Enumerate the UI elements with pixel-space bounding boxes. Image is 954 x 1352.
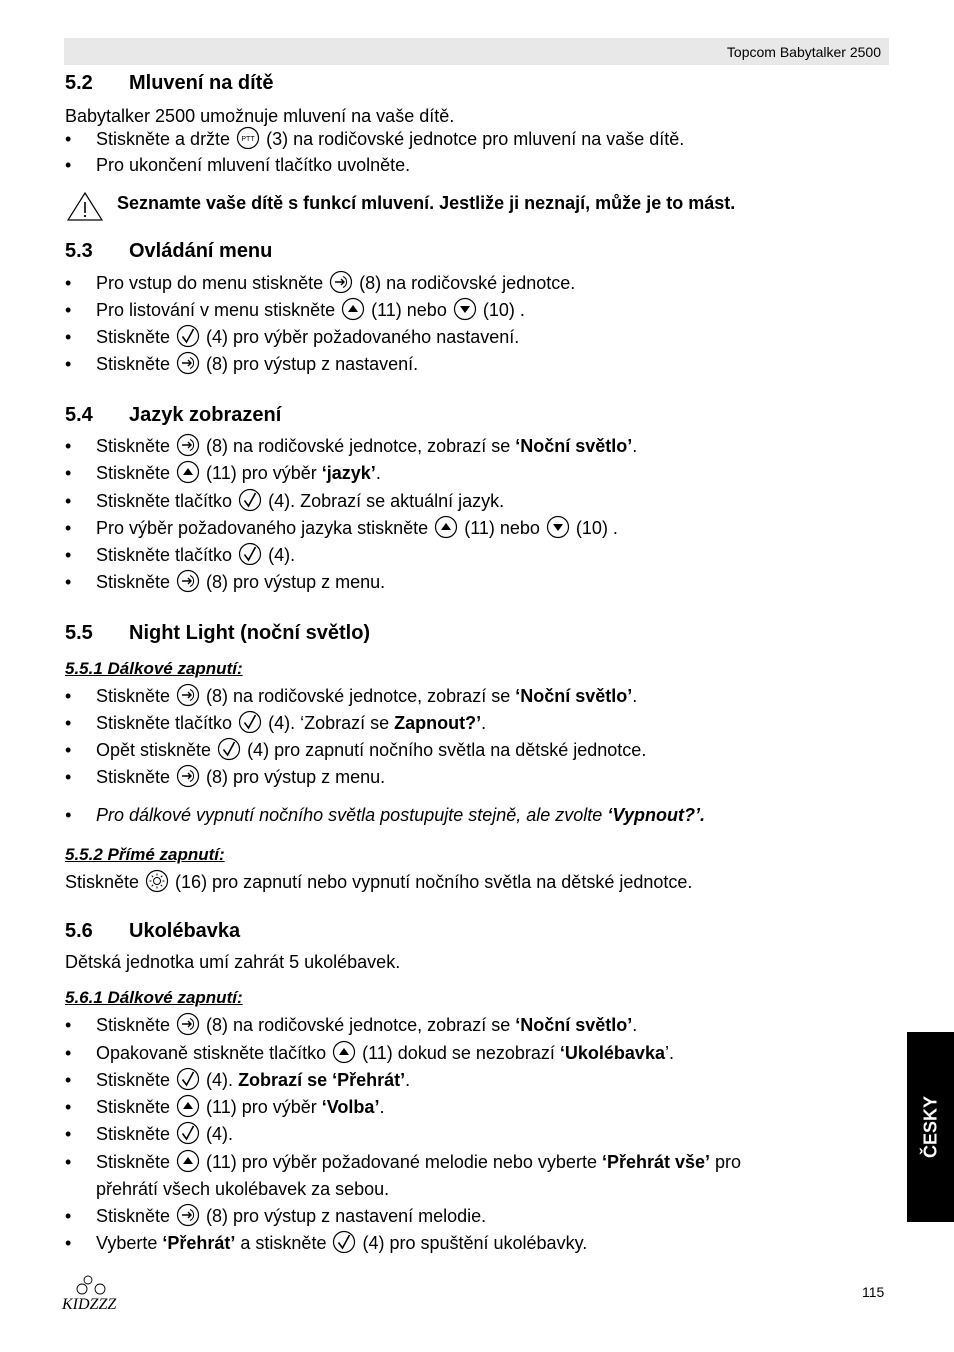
up-arrow-icon <box>341 297 365 321</box>
subsection-5-6-1: 5.6.1 Dálkové zapnutí: <box>65 988 243 1007</box>
s56-intro: Dětská jednotka umí zahrát 5 ukolébavek. <box>65 952 401 972</box>
up-arrow-icon <box>434 515 458 539</box>
up-arrow-icon <box>176 1149 200 1173</box>
section-5-6-heading: 5.6 Ukolébavka <box>65 920 241 942</box>
language-tab: ČESKY <box>907 1032 954 1222</box>
section-5-3-heading: 5.3 Ovládání menu <box>65 240 273 262</box>
page-number: 115 <box>862 1284 885 1300</box>
menu-icon <box>176 764 200 788</box>
up-arrow-icon <box>176 460 200 484</box>
ok-check-icon <box>217 737 241 761</box>
menu-icon <box>176 1012 200 1036</box>
section-5-5-heading: 5.5 Night Light (noční světlo) <box>65 622 371 644</box>
subsection-5-5-2: 5.5.2 Přímé zapnutí: <box>65 845 225 864</box>
menu-icon <box>176 683 200 707</box>
ok-check-icon <box>176 324 200 348</box>
menu-icon <box>176 351 200 375</box>
menu-icon <box>176 433 200 457</box>
section-5-2-heading: 5.2 Mluvení na dítě <box>65 72 274 94</box>
header-title: Topcom Babytalker 2500 <box>726 44 881 60</box>
s52-intro: Babytalker 2500 umožnuje mluvení na vaše dítě. <box>65 106 455 126</box>
menu-icon <box>329 270 353 294</box>
ok-check-icon <box>238 542 262 566</box>
subsection-5-5-1: 5.5.1 Dálkové zapnutí: <box>65 659 243 678</box>
menu-icon <box>176 569 200 593</box>
ok-check-icon <box>176 1067 200 1091</box>
page-header <box>64 38 889 65</box>
up-arrow-icon <box>176 1094 200 1118</box>
ptt-icon <box>236 126 260 150</box>
s55-direct-text: Stiskněte (16) pro zapnutí nebo vypnutí nočního světla na dětské jednotce. <box>65 872 692 893</box>
night-light-icon <box>145 869 169 893</box>
warning-text: Seznamte vaše dítě s funkcí mluvení. Jestliže ji neznají, může je to mást. <box>117 193 736 213</box>
ok-check-icon <box>238 710 262 734</box>
menu-icon <box>176 1203 200 1227</box>
down-arrow-icon <box>453 297 477 321</box>
ok-check-icon <box>332 1230 356 1254</box>
warning-icon <box>65 190 105 227</box>
section-5-4-heading: 5.4 Jazyk zobrazení <box>65 404 282 426</box>
up-arrow-icon <box>332 1040 356 1064</box>
svg-text:KIDZZZ: KIDZZZ <box>62 1296 117 1313</box>
kidzzz-logo <box>60 1274 132 1319</box>
down-arrow-icon <box>546 515 570 539</box>
ok-check-icon <box>176 1121 200 1145</box>
ok-check-icon <box>238 488 262 512</box>
